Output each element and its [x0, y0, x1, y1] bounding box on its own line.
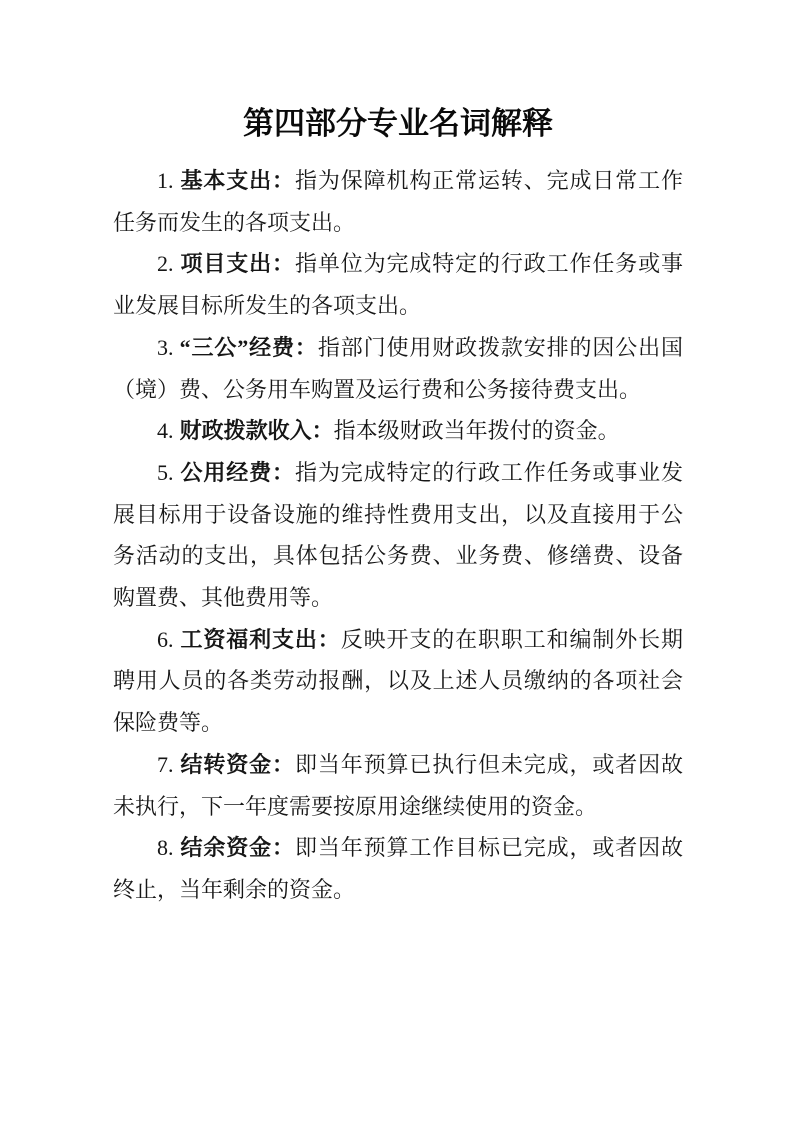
term-definition: 即当年预算已执行但未完成，或者因故未执行，下一年度需要按原用途继续使用的资金。 [113, 751, 683, 819]
term-name: 项目支出： [179, 251, 295, 277]
term-name: 结余资金： [179, 835, 295, 861]
term-number: 7. [157, 751, 174, 777]
term-name: 结转资金： [179, 751, 295, 777]
term-name: 财政拨款收入： [179, 418, 334, 444]
term-number: 6. [157, 626, 174, 652]
term-item-6 [113, 619, 683, 744]
term-item-2 [113, 243, 683, 326]
term-item-3 [113, 327, 683, 410]
term-name: “三公”经费： [179, 334, 318, 360]
term-item-5 [113, 452, 683, 619]
term-item-1 [113, 160, 683, 243]
term-definition: 指为完成特定的行政工作任务或事业发展目标用于设备设施的维持性费用支出，以及直接用于公务活动的支出，具体包括公务费、业务费、修缮费、设备购置费、其他费用等。 [113, 459, 683, 611]
term-number: 1. [157, 168, 174, 193]
term-name: 基本支出： [179, 168, 295, 193]
term-definition: 指本级财政当年拨付的资金。 [333, 418, 620, 444]
term-number: 2. [157, 251, 174, 277]
term-definition: 指单位为完成特定的行政工作任务或事业发展目标所发生的各项支出。 [113, 251, 683, 319]
term-item-7 [113, 744, 683, 827]
term-number: 5. [157, 459, 174, 485]
term-definition: 反映开支的在职职工和编制外长期聘用人员的各类劳动报酬，以及上述人员缴纳的各项社会保险费等。 [113, 626, 683, 736]
term-name: 公用经费： [179, 459, 295, 485]
term-number: 4. [157, 418, 174, 444]
term-definition: 指部门使用财政拨款安排的因公出国（境）费、公务用车购置及运行费和公务接待费支出。 [113, 334, 683, 402]
page-title: 第四部分专业名词解释 [243, 106, 553, 141]
term-item-4 [113, 410, 683, 452]
term-item-8 [113, 827, 683, 910]
term-number: 8. [157, 835, 174, 861]
term-number: 3. [157, 334, 174, 360]
term-definition: 即当年预算工作目标已完成，或者因故终止，当年剩余的资金。 [113, 835, 683, 902]
term-definition: 指为保障机构正常运转、完成日常工作任务而发生的各项支出。 [113, 168, 683, 235]
term-name: 工资福利支出： [179, 626, 341, 652]
